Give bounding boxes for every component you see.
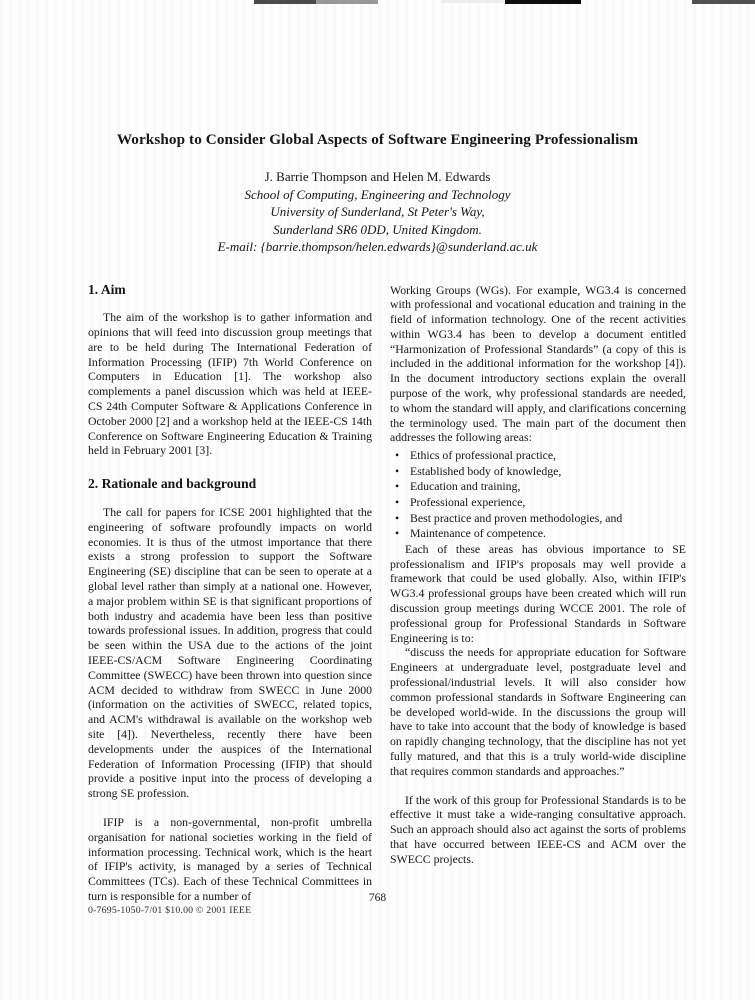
list-item-text: Best practice and proven methodologies, and: [410, 510, 623, 525]
list-item: [390, 479, 686, 495]
affiliation-line: University of Sunderland, St Peter's Way,: [270, 204, 485, 219]
list-item: [390, 511, 686, 527]
paragraph: IFIP is a non-governmental, non-profit umbrella organisation for national societies working in the field of information processing. Technical work, which is the heart of IFIP's activity, is managed by a series of Technical Committees (TCs). Each of these Technical Committees in turn is responsible for a number of: [88, 815, 372, 903]
author-names: J. Barrie Thompson and Helen M. Edwards: [264, 169, 491, 184]
list-item-text: Maintenance of competence.: [410, 526, 546, 541]
two-column-body: [88, 283, 755, 904]
bullet-icon: •: [395, 526, 400, 541]
page-number: 768: [368, 892, 387, 904]
email-line: E-mail: {barrie.thompson/helen.edwards}@sunderland.ac.uk: [217, 239, 538, 254]
affiliation-line: Sunderland SR6 0DD, United Kingdom.: [273, 221, 482, 237]
paragraph: If the work of this group for Professional Standards is to be effective it must take a wide-ranging consultative approach. Such an approach should also act against the sorts of problems that have occurred between IEEE-CS and ACM over the SWECC projects.: [390, 792, 686, 866]
quote-paragraph: “discuss the needs for appropriate education for Software Engineers at undergraduate level, postgraduate level and professional/industrial levels. It will also consider how common professional standards in Software Engineering can be developed world-wide. In the discussions the group will have to take into account that the body of knowledge is based on rapidly changing technology, that the discipline has not yet fully matured, and that this is a truly world-wide discipline that requires common standards and approaches.”: [390, 645, 686, 778]
paragraph: Working Groups (WGs). For example, WG3.4 is concerned with professional and vocational education and training in the field of information technology. One of the recent activities within WG3.4 has been to develop a document entitled “Harmonization of Professional Standards” (a copy of this is included in the additional information for the workshop [4]). In the document introductory sections explain the overall purpose of the work, why professional standards are needed, to whom the standard will apply, and clarifications concerning the terminology used. The main part of the document then addresses the following areas:: [390, 282, 686, 445]
list-item: [390, 495, 686, 511]
copyright-notice: 0-7695-1050-7/01 $10.00 © 2001 IEEE: [88, 905, 252, 916]
section-heading-rationale: 2. Rationale and background: [88, 476, 257, 492]
affiliation-line: School of Computing, Engineering and Technology: [244, 186, 511, 202]
right-column: [390, 283, 686, 904]
bullet-icon: •: [395, 448, 400, 463]
section-heading-aim: 1. Aim: [88, 281, 126, 297]
authors-block: [0, 168, 755, 256]
list-item-text: Education and training,: [410, 479, 521, 494]
paragraph: Each of these areas has obvious importance to SE professionalism and IFIP's proposals may well provide a framework that could be used globally. Also, within IFIP's WG3.4 professional groups have been created which will run discussion group meetings during WCCE 2001. The role of professional group for Professional Standards in Software Engineering is to:: [390, 541, 686, 645]
list-item: [390, 464, 686, 480]
bullet-icon: •: [395, 495, 400, 510]
paragraph: The call for papers for ICSE 2001 highlighted that the engineering of software profoundly impacts on world economies. It is thus of the utmost importance that there exists a strong profession to support the Software Engineering (SE) discipline that can be seen to operate at a global level rather than simply at a national one. However, a major problem within SE is that significant proportions of both industry and academia have been less than positive towards professional issues. In addition, progress that could be seen within the USA due to the actions of the joint IEEE-CS/ACM Software Engineering Coordinating Committee (SWECC) have been thrown into question since ACM decided to withdraw from SWECC in June 2000 (information on the activities of SWECC, related topics, and ACM's withdrawal is available on the workshop web site [4]). Nevertheless, recently there have been developments under the auspices of the International Federation of Information Processing (IFIP) that should provide a positive input into the process of developing a strong SE profession.: [88, 505, 372, 801]
paper-header: [0, 0, 755, 256]
scan-artifact-bar: [316, 0, 378, 4]
scan-artifact-bar: [505, 0, 581, 4]
list-item: [390, 526, 686, 542]
scan-artifact-bar: [692, 0, 755, 4]
list-item-text: Professional experience,: [410, 495, 526, 510]
list-item-text: Established body of knowledge,: [410, 463, 562, 478]
areas-bullet-list: [390, 448, 686, 542]
page-title: Workshop to Consider Global Aspects of Software Engineering Professionalism: [116, 131, 639, 148]
bullet-icon: •: [395, 479, 400, 494]
list-item: [390, 448, 686, 464]
scan-artifact-bar: [441, 0, 505, 3]
scan-artifact-bar: [254, 0, 316, 4]
list-item-text: Ethics of professional practice,: [410, 448, 557, 463]
left-column: [88, 283, 372, 904]
bullet-icon: •: [395, 510, 400, 525]
paragraph: The aim of the workshop is to gather information and opinions that will feed into discussion group meetings that are to be held during The International Federation of Information Processing (IFIP) 7th World Conference on Computers in Education [1]. The workshop also complements a panel discussion which was held at IEEE-CS 24th Computer Software & Applications Conference in October 2000 [2] and a workshop held at the IEEE-CS 14th Conference on Software Engineering Education & Training held in February 2001 [3].: [88, 310, 372, 458]
bullet-icon: •: [395, 463, 400, 478]
